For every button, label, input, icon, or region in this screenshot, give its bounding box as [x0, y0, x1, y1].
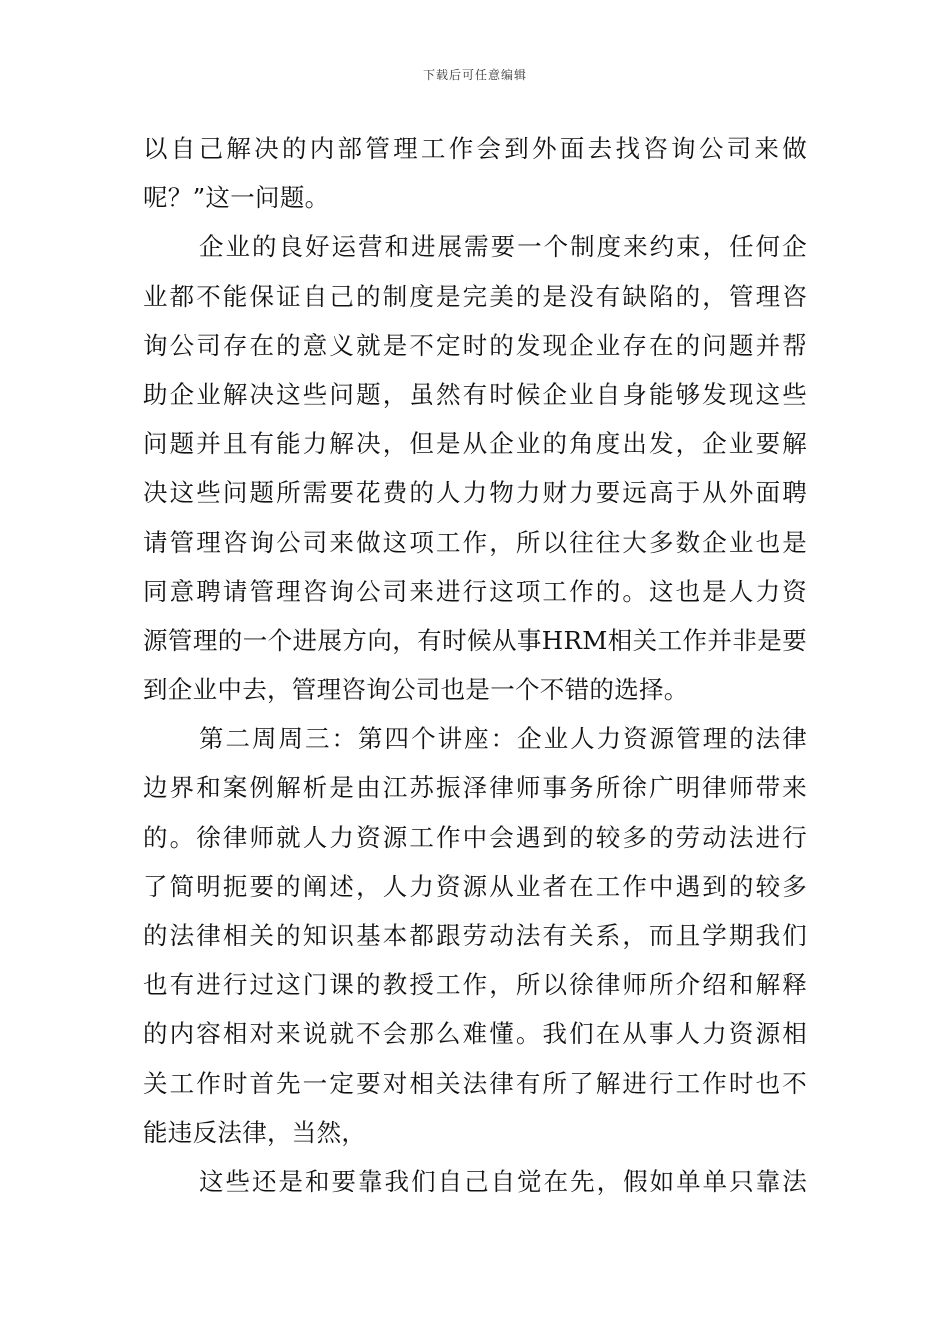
text-line: 的法律相关的知识基本都跟劳动法有关系，而且学期我们: [143, 921, 807, 950]
text-line: 呢？”这一问题。: [143, 183, 330, 213]
text-line: 以自己解决的内部管理工作会到外面去找咨询公司来做: [143, 134, 807, 163]
text-line: 的。徐律师就人力资源工作中会遇到的较多的劳动法进行: [143, 822, 807, 852]
paragraph: [143, 124, 807, 222]
text-line: 助企业解决这些问题，虽然有时候企业自身能够发现这些: [143, 379, 807, 409]
text-line: 问题并且有能力解决，但是从企业的角度出发，企业要解: [143, 429, 807, 459]
text-line: 业都不能保证自己的制度是完美的是没有缺陷的，管理咨: [143, 281, 807, 311]
text-line: 询公司存在的意义就是不定时的发现企业存在的问题并帮: [143, 330, 807, 360]
text-line: 这些还是和要靠我们自己自觉在先，假如单单只靠法: [199, 1166, 807, 1196]
text-line: 到企业中去，管理咨询公司也是一个不错的选择。: [143, 675, 689, 705]
text-line: 决这些问题所需要花费的人力物力财力要远高于从外面聘: [143, 478, 807, 508]
paragraph: [143, 714, 807, 1157]
text-line: 了简明扼要的阐述，人力资源从业者在工作中遇到的较多: [143, 871, 807, 901]
page-header: 下载后可任意编辑: [422, 68, 527, 82]
text-line: 也有进行过这门课的教授工作，所以徐律师所介绍和解释: [143, 970, 807, 1000]
text-line: 关工作时首先一定要对相关法律有所了解进行工作时也不: [143, 1068, 807, 1098]
document-body: [143, 124, 807, 1206]
text-line: 请管理咨询公司来做这项工作，所以往往大多数企业也是: [143, 527, 807, 557]
paragraph: [143, 222, 807, 714]
text-line: 边界和案例解析是由江苏振泽律师事务所徐广明律师带来: [143, 773, 807, 803]
text-line: 第二周周三：第四个讲座：企业人力资源管理的法律: [199, 724, 807, 754]
paragraph: [143, 1157, 807, 1206]
text-line: 能违反法律，当然，: [143, 1117, 367, 1147]
text-line: 的内容相对来说就不会那么难懂。我们在从事人力资源相: [143, 1019, 807, 1049]
text-line: 源管理的一个进展方向，有时候从事HRM相关工作并非是要: [143, 625, 807, 655]
text-line: 企业的良好运营和进展需要一个制度来约束，任何企: [199, 232, 807, 262]
text-line: 同意聘请管理咨询公司来进行这项工作的。这也是人力资: [143, 576, 807, 606]
